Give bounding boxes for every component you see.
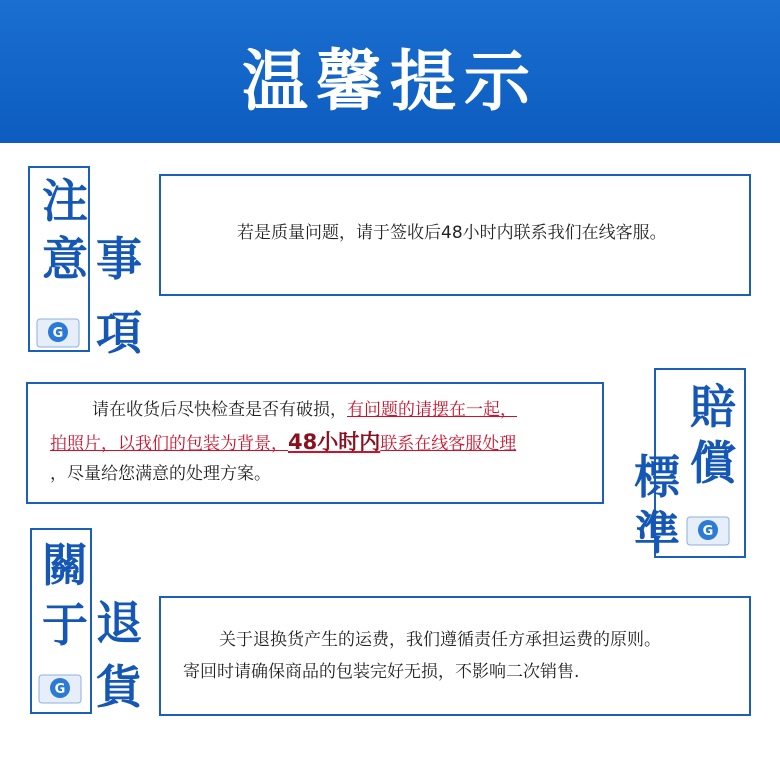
returns-char-2: 于 <box>42 598 88 652</box>
brand-logo-icon <box>686 516 730 546</box>
brand-logo-icon <box>38 674 82 704</box>
compensation-line-1-red: 有问题的请摆在一起， <box>347 400 517 420</box>
compensation-line-2-red-a: 拍照片，以我们的包装为背景， <box>50 434 288 454</box>
compensation-char-3: 標 <box>634 450 680 504</box>
compensation-line-2-bold: 48小时内 <box>288 430 381 454</box>
returns-line-1: 关于退换货产生的运费，我们遵循责任方承担运费的原则。 <box>219 630 661 650</box>
compensation-line-2 <box>50 426 516 460</box>
compensation-char-2: 償 <box>690 436 736 490</box>
compensation-char-4: 準 <box>634 506 680 560</box>
page-title: 温馨提示 <box>242 43 538 120</box>
returns-char-4: 貨 <box>96 660 142 714</box>
notice-text: 若是质量问题，请于签收后48小时内联系我们在线客服。 <box>237 223 667 243</box>
notice-char-3: 事 <box>96 232 142 286</box>
compensation-line-2-red-b: 联系在线客服处理 <box>380 434 517 454</box>
notice-char-4: 項 <box>96 306 142 360</box>
compensation-line-3: ，尽量给您满意的处理方案。 <box>50 464 271 484</box>
notice-char-2: 意 <box>42 232 88 286</box>
returns-char-1: 關 <box>42 538 88 592</box>
compensation-box <box>26 382 604 504</box>
returns-char-3: 退 <box>96 596 142 650</box>
notice-box <box>159 174 751 296</box>
notice-char-1: 注 <box>42 174 88 228</box>
svg-text:G: G <box>702 524 714 539</box>
returns-box <box>159 596 751 716</box>
compensation-char-1: 賠 <box>690 380 736 434</box>
compensation-line-1-normal: 请在收货后尽快检查是否有破损， <box>92 400 347 420</box>
svg-text:G: G <box>52 326 64 341</box>
compensation-line-1 <box>92 394 517 426</box>
header-banner <box>0 0 780 143</box>
svg-text:G: G <box>54 682 66 697</box>
returns-line-2: 寄回时请确保商品的包装完好无损，不影响二次销售. <box>183 662 580 682</box>
brand-logo-icon <box>36 318 80 348</box>
